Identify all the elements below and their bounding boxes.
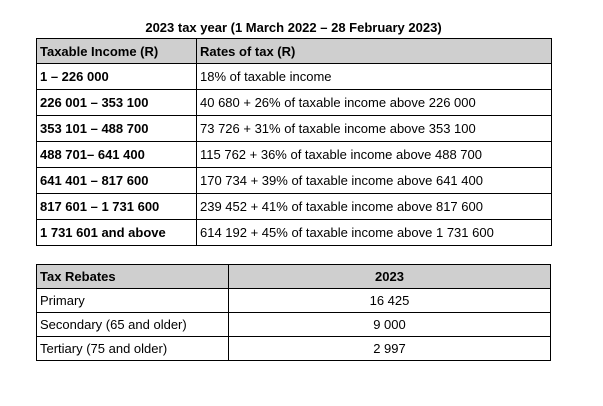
tax-rate: 239 452 + 41% of taxable income above 817 600: [197, 194, 552, 220]
income-band: 1 – 226 000: [37, 64, 197, 90]
table-row: [37, 142, 552, 168]
income-band: 1 731 601 and above: [37, 220, 197, 246]
income-band: 488 701– 641 400: [37, 142, 197, 168]
income-band: 226 001 – 353 100: [37, 90, 197, 116]
tax-rebates-table: [36, 264, 551, 361]
rebate-amount: 9 000: [229, 313, 551, 337]
tax-rate: 18% of taxable income: [197, 64, 552, 90]
table-row: [37, 64, 552, 90]
table-row: [37, 90, 552, 116]
rebate-label: Secondary (65 and older): [37, 313, 229, 337]
rebate-amount: 2 997: [229, 337, 551, 361]
tax-rate: 170 734 + 39% of taxable income above 641 400: [197, 168, 552, 194]
tax-rate: 614 192 + 45% of taxable income above 1 731 600: [197, 220, 552, 246]
table-row: [37, 337, 551, 361]
table-row: [37, 313, 551, 337]
column-header-rates-of-tax: Rates of tax (R): [197, 39, 552, 64]
rebate-label: Tertiary (75 and older): [37, 337, 229, 361]
tax-rate: 73 726 + 31% of taxable income above 353 100: [197, 116, 552, 142]
rebate-amount: 16 425: [229, 289, 551, 313]
column-header-tax-rebates: Tax Rebates: [37, 265, 229, 289]
table-row: [37, 289, 551, 313]
table-header-row: [37, 265, 551, 289]
table-header-row: [37, 39, 552, 64]
tax-rates-table: [36, 38, 552, 246]
income-band: 817 601 – 1 731 600: [37, 194, 197, 220]
page-title: 2023 tax year (1 March 2022 – 28 February 2023): [145, 20, 442, 35]
income-band: 641 401 – 817 600: [37, 168, 197, 194]
tax-rate: 115 762 + 36% of taxable income above 488 700: [197, 142, 552, 168]
table-row: [37, 220, 552, 246]
income-band: 353 101 – 488 700: [37, 116, 197, 142]
rebate-label: Primary: [37, 289, 229, 313]
table-row: [37, 168, 552, 194]
table-row: [37, 194, 552, 220]
column-header-taxable-income: Taxable Income (R): [37, 39, 197, 64]
table-row: [37, 116, 552, 142]
column-header-year: 2023: [229, 265, 551, 289]
tax-rate: 40 680 + 26% of taxable income above 226 000: [197, 90, 552, 116]
